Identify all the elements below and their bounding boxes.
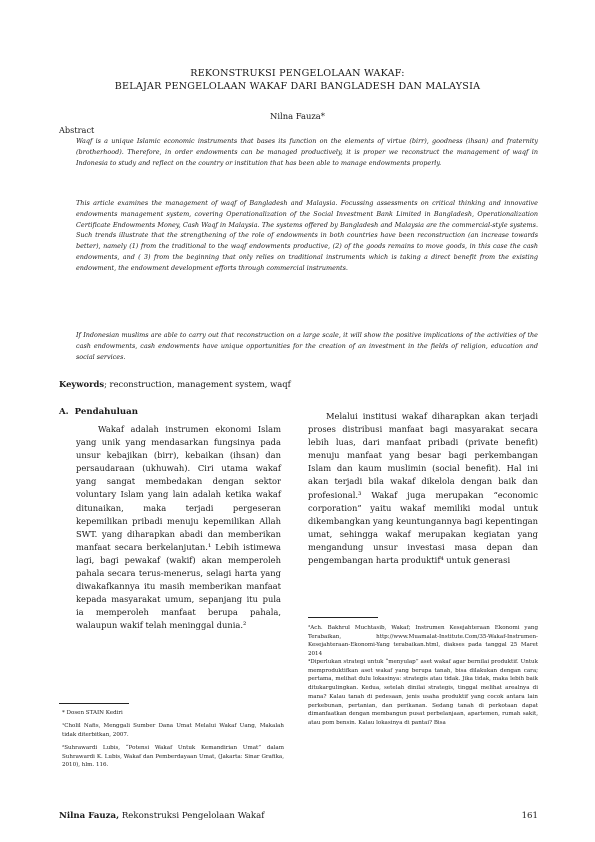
footnote-1: ¹Cholil Nafis, Menggali Sumber Dana Umat Melalui Wakaf Uang, Makalah tidak diterbitkan, 2007.: [62, 723, 284, 738]
footnote-4: ⁴Diperlukan strategi untuk “menyulap” aset wakaf agar bernilai produktif. Untuk memproduktifkan aset wakaf yang berupa tanah, bisa dilakukan dengan cara; pertama, melihat dulu lokasinya: strategis atau tidak. Jika tidak, maka lebih baik ditukargulingkan. Kedua, setelah dinilai strategis, tinggal melihat arealnya di mana? Kalau tanah di pedesaan, jenis usaha produktif yang cocok antara lain perkebunan, pertanian, dan perikanan. Sedang tanah di perkotaan dapat dimanfaatkan dengan membangun pusat perbelanjaan, apartemen, rumah sakit, atau pom bensin. Kalau lokasinya di pantai? Bisa: [308, 659, 538, 726]
running-footer: [59, 811, 264, 821]
abstract-paragraph-2: This article examines the management of waqf of Bangladesh and Malaysia. Focussing assessments on critical thinking and innovative endowments management system, covering Operationalization of the Social Investment Bank Limited in Bangladesh, Operationalization Certificate Endowments Money, Cash Waqf in Malaysia. The systems offered by Bangladesh and Malaysia are the commercial-style systems. Such trends illustrate that the strengthening of the role of endowments in both countries have been reconstruction (an increase towards better), namely (1) from the traditional to the waqf endowments productive, (2) of the goods remains to move goods, in this case the cash endowments, and ( 3) from the beginning that only relies on traditional instruments which is taking a direct benefit from the existing endowment, the endowment development efforts through commercial instruments.: [76, 199, 538, 272]
keywords-label: Keywords: [59, 379, 105, 389]
footnote-divider-left: [59, 703, 129, 704]
keywords-line: [59, 379, 291, 389]
footnote-affiliation: * Dosen STAIN Kediri: [62, 710, 123, 716]
abstract-label: Abstract: [59, 125, 95, 135]
keywords-text: ; reconstruction, management system, waqf: [104, 379, 291, 389]
body-right-column: Melalui institusi wakaf diharapkan akan terjadi proses distribusi manfaat bagi masyarakat secara lebih luas, dari manfaat pribadi (private benefit) menuju manfaat yang besar bagi perkembangan Islam dan kaum muslimin (social benefit). Hal ini akan terjadi bila wakaf dikelola dengan baik dan profesional.³ Wakaf juga merupakan “economic corporation” yaitu wakaf memiliki modal untuk dikembangkan yang keuntungannya bagi kepentingan umat, sehingga wakaf merupakan kegiatan yang mengandung unsur investasi masa depan dan pengembangan harta produktif⁴ untuk generasi: [308, 411, 539, 566]
page-number: 161: [521, 811, 538, 821]
footnote-divider-right: [308, 617, 378, 618]
paper-title-line-2: BELAJAR PENGELOLAAN WAKAF DARI BANGLADESH DAN MALAYSIA: [114, 81, 481, 92]
footer-title: Rekonstruksi Pengelolaan Wakaf: [119, 811, 265, 821]
body-left-column: Wakaf adalah instrumen ekonomi Islam yang unik yang mendasarkan fungsinya pada unsur kebajikan (birr), kebaikan (ihsan) dan persaudaraan (ukhuwah). Ciri utama wakaf yang sangat membedakan dengan sektor voluntary Islam yang lain adalah ketika wakaf ditunaikan, maka terjadi pergeseran kepemilikan pribadi menuju kepemilikan Allah SWT. yang diharapkan abadi dan memberikan manfaat secara berkelanjutan.¹ Lebih istimewa lagi, bagi pewakaf (wakif) akan memperoleh pahala secara terus-menerus, selagi harta yang diwakafkannya itu masih memberikan manfaat kepada masyarakat umum, sepanjang itu pula ia memperoleh manfaat berupa pahala, walaupun wakif telah meninggal dunia.²: [76, 424, 281, 631]
author-name: Nilna Fauza*: [270, 111, 325, 121]
footnote-2: ²Suhrawardi Lubis, “Potensi Wakaf Untuk Kemandirian Umat” dalam Suhrawardi K. Lubis, Wakaf dan Pemberdayaan Umat, (Jakarta: Sinar Grafika, 2010), hlm. 116.: [62, 745, 284, 769]
abstract-paragraph-1: Waqf is a unique Islamic economic instruments that bases its function on the elements of virtue (birr), goodness (ihsan) and fraternity (brotherhood). Therefore, in order endowments can be managed productively, it is proper we reconstruct the management of waqf in Indonesia to study and reflect on the country or institution that has been able to manage endowments properly.: [76, 137, 538, 167]
abstract-paragraph-3: If Indonesian muslims are able to carry out that reconstruction on a large scale, it will show the positive implications of the activities of the cash endowments, cash endowments have unique opportunities for the creation of an investment in the fields of religion, education and social services.: [76, 331, 538, 361]
footer-author: Nilna Fauza,: [59, 811, 120, 821]
footnote-3: ³Ach. Bakhrul Muchtasib, Wakaf; Instrumen Kesejahteraan Ekonomi yang Terabaikan, http://www.Muamalat-Institute.Com/35-Wakaf-Instrumen-Kesejahteraan-Ekonomi-Yang terabaikan.html, diakses pada tanggal 25 Maret 2014: [308, 625, 538, 658]
section-heading: A. Pendahuluan: [59, 407, 138, 417]
paper-title-line-1: REKONSTRUKSI PENGELOLAAN WAKAF:: [190, 68, 405, 79]
